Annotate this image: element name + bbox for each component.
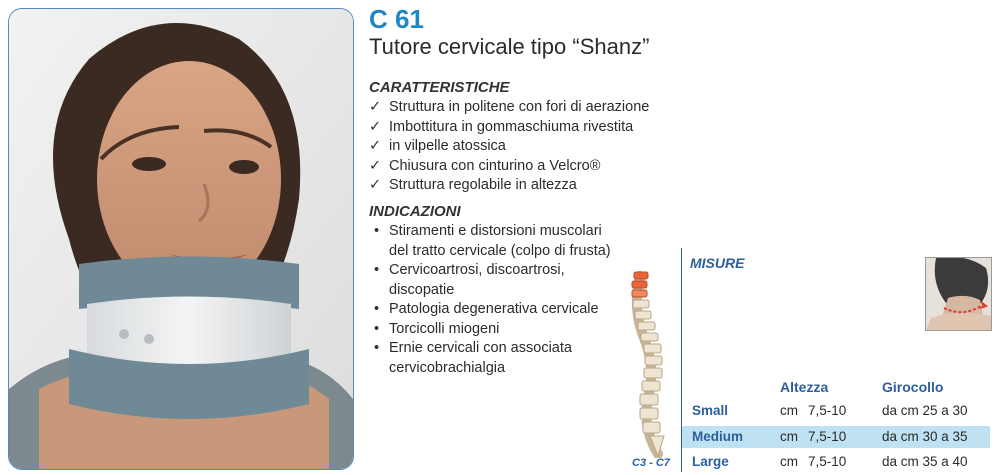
list-item: • Cervicoartrosi, discoartrosi, discopatie [374,262,565,298]
bullet-icon: • [374,320,380,337]
list-item: ✓ Struttura regolabile in altezza [369,176,649,196]
list-item: • Patologia degenerativa cervicale [369,300,611,320]
bullet-icon: • [374,340,380,356]
list-item: ✓ Imbottitura in gommaschiuma rivestita [369,118,649,138]
neck-measure-image [925,257,992,331]
spine-icon [618,268,678,458]
list-item: • Ernie cervicali con associata cervicobrachialgia [374,340,572,376]
indicazioni-list [369,222,611,378]
col-girocollo: Girocollo [882,379,944,395]
table-row: Small cm 7,5-10 da cm 25 a 30 [692,403,968,418]
table-row: Large cm 7,5-10 da cm 35 a 40 [692,454,968,469]
product-title: Tutore cervicale tipo “Shanz” [369,34,650,59]
col-altezza: Altezza [780,379,829,395]
list-item: ✓ Chiusura con cinturino a Velcro® [369,157,649,177]
check-icon: ✓ [369,99,382,115]
indicazioni-heading: INDICAZIONI [369,203,461,220]
check-icon: ✓ [369,138,382,154]
caratteristiche-list [369,98,649,196]
bullet-icon: • [374,223,380,239]
list-item: • Stiramenti e distorsioni muscolari del tratto cervicale (colpo di frusta) [374,223,611,259]
table-row: Medium cm 7,5-10 da cm 30 a 35 [682,426,990,448]
bullet-icon: • [374,262,380,278]
list-item: • Torcicolli miogeni [369,320,611,340]
spine-label: C3 - C7 [632,457,670,469]
list-item: ✓ Struttura in politene con fori di aerazione [369,98,649,118]
misure-heading: MISURE [690,255,745,271]
bullet-icon: • [374,301,380,317]
product-photo [8,8,354,470]
check-icon: ✓ [369,118,382,135]
neck-measure-icon [926,258,991,330]
product-code: C 61 [369,4,424,34]
list-item: ✓ in vilpelle atossica [369,137,649,157]
woman-with-collar-illustration [9,9,353,469]
check-icon: ✓ [369,177,382,193]
check-icon: ✓ [369,157,382,174]
caratteristiche-heading: CARATTERISTICHE [369,79,510,96]
